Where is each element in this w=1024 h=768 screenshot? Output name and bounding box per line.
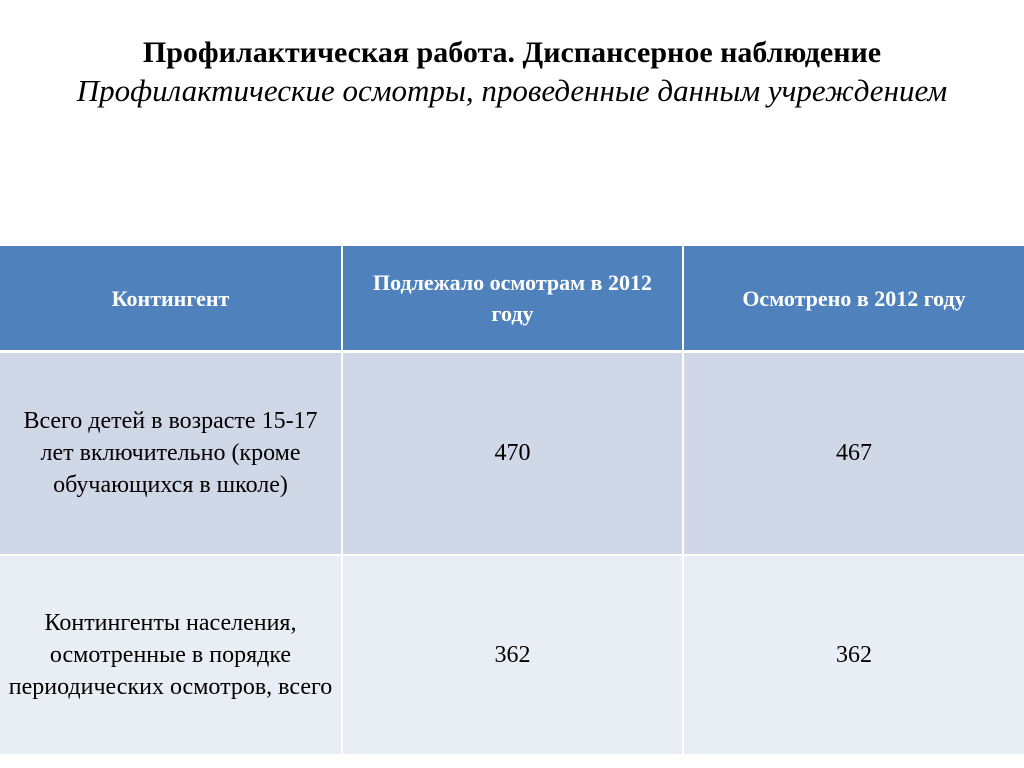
page-subtitle: Профилактические осмотры, проведенные данным учреждением <box>76 73 948 108</box>
slide-title <box>40 34 984 111</box>
table-row <box>0 555 1024 756</box>
column-header-contingent: Контингент <box>0 246 342 352</box>
cell-examined: 467 <box>683 352 1024 555</box>
column-header-examined: Осмотрено в 2012 году <box>683 246 1024 352</box>
cell-contingent: Всего детей в возрасте 15-17 лет включительно (кроме обучающихся в школе) <box>0 352 342 555</box>
cell-planned: 362 <box>342 555 683 756</box>
table-header-row <box>0 246 1024 352</box>
cell-planned: 470 <box>342 352 683 555</box>
examinations-table-container <box>0 246 1024 756</box>
cell-examined: 362 <box>683 555 1024 756</box>
page-title: Профилактическая работа. Диспансерное наблюдение <box>142 36 882 69</box>
examinations-table <box>0 246 1024 756</box>
column-header-planned: Подлежало осмотрам в 2012 году <box>342 246 683 352</box>
table-row <box>0 352 1024 555</box>
cell-contingent: Контингенты населения, осмотренные в порядке периодических осмотров, всего <box>0 555 342 756</box>
